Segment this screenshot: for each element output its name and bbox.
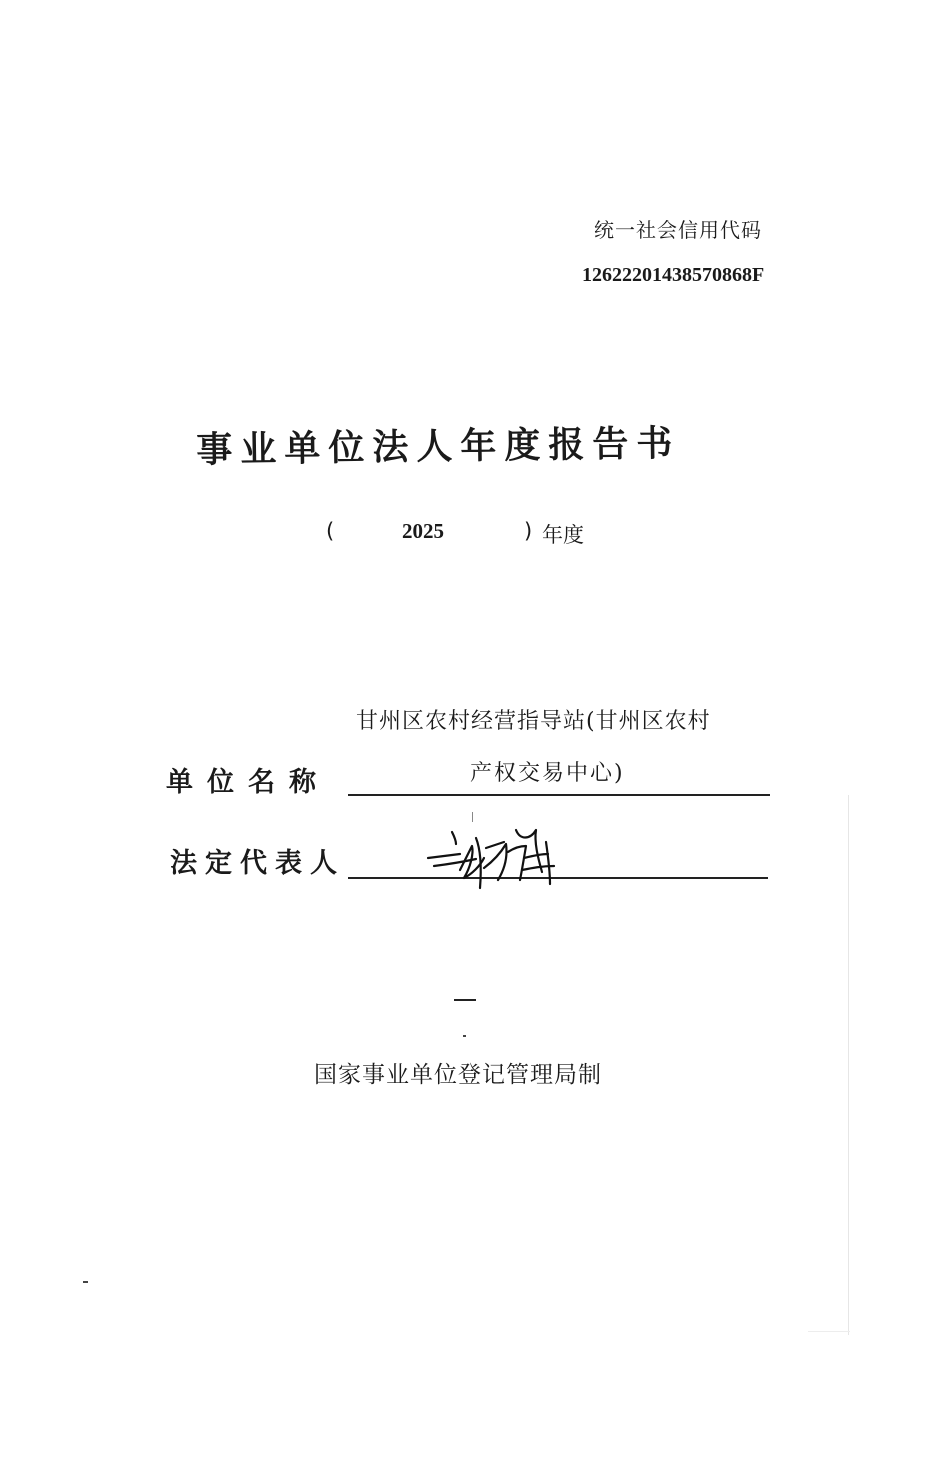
legal-rep-signature bbox=[420, 818, 570, 898]
unit-name-line1: 甘州区农村经营指导站(甘州区农村 bbox=[356, 709, 711, 734]
separator-dash bbox=[454, 999, 476, 1001]
legal-rep-label: 法定代表人 bbox=[170, 848, 345, 879]
unit-name-label: 单位名称 bbox=[166, 767, 330, 798]
scan-speck bbox=[83, 1281, 88, 1283]
year-open-paren: ( bbox=[326, 519, 335, 543]
scan-edge-line bbox=[848, 795, 849, 1335]
separator-dot bbox=[463, 1035, 466, 1037]
year-suffix: 年度 bbox=[542, 523, 584, 547]
credit-code-label: 统一社会信用代码 bbox=[594, 218, 762, 242]
year-close-paren: ) bbox=[524, 519, 533, 543]
issuer-line: 国家事业单位登记管理局制 bbox=[314, 1062, 602, 1088]
scan-edge-corner bbox=[808, 1331, 850, 1332]
report-year: 2025 bbox=[402, 519, 444, 543]
unit-name-underline bbox=[348, 794, 770, 796]
unit-name-line2: 产权交易中心) bbox=[470, 761, 625, 786]
report-title: 事业单位法人年度报告书 bbox=[196, 423, 681, 471]
credit-code-value: 12622201438570868F bbox=[582, 264, 765, 286]
